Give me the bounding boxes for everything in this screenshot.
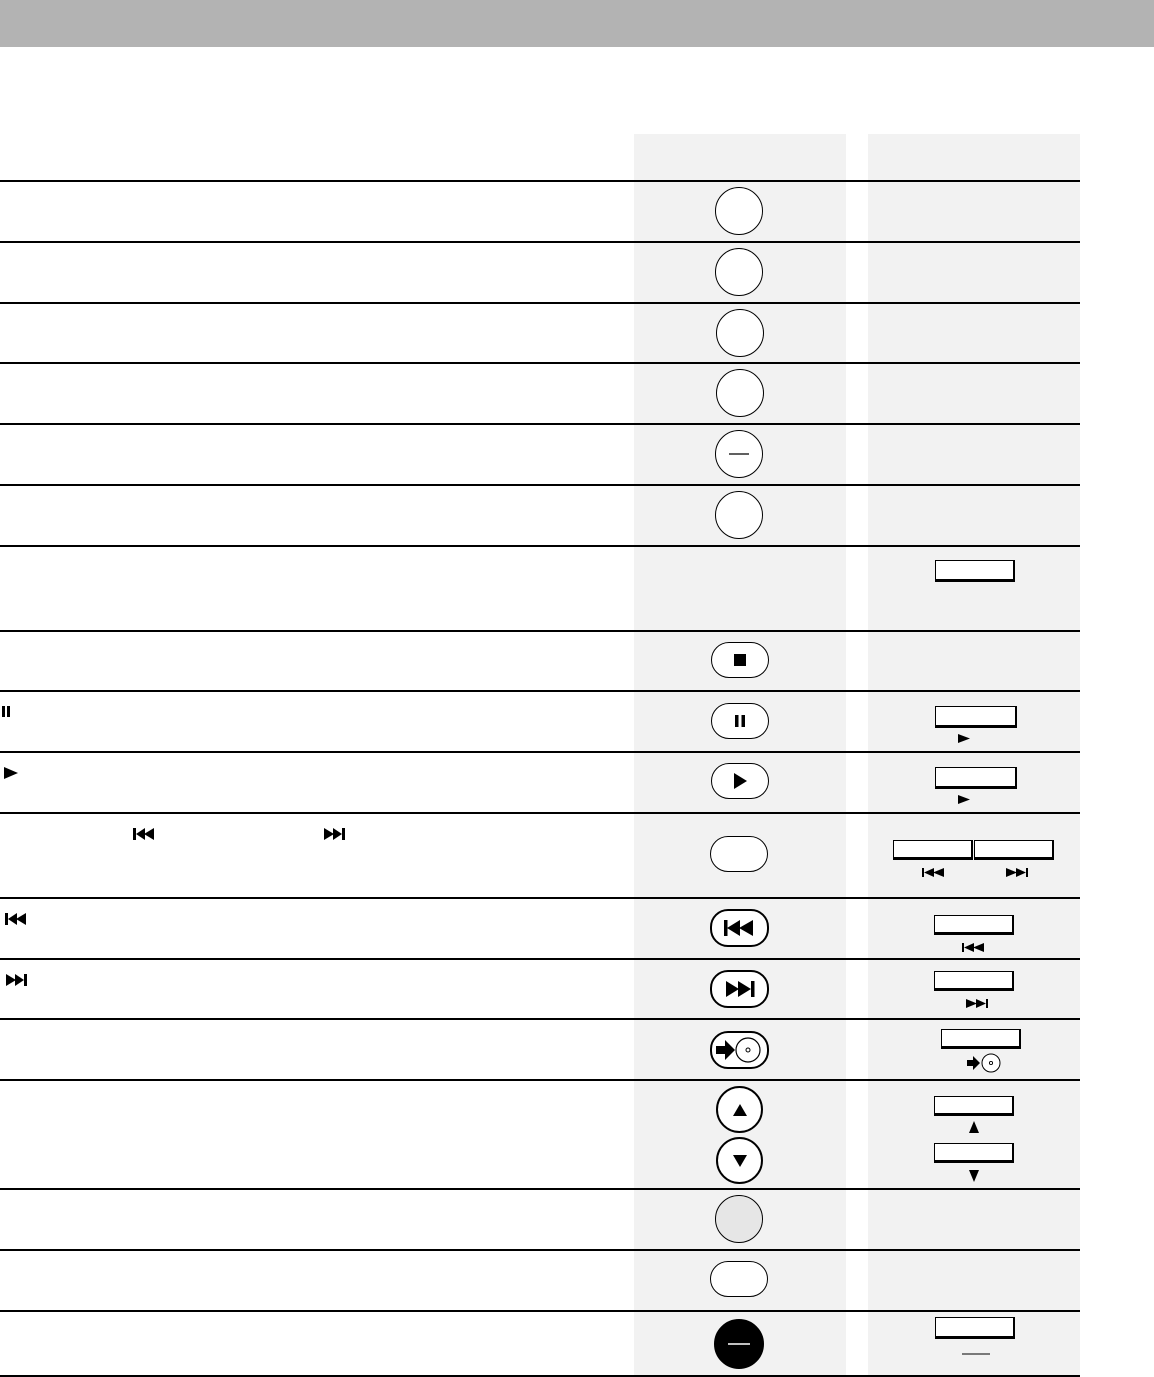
disc-skip-icon [715,1035,765,1065]
grey-round-button[interactable] [715,1195,763,1243]
header-bar [0,0,1154,47]
row-divider [0,812,1080,814]
console-previous-button[interactable] [893,840,973,860]
previous-track-icon [4,912,28,926]
row-divider [0,1079,1080,1081]
previous-track-icon [723,918,757,938]
console-next-button[interactable] [974,840,1054,860]
row-divider [0,1018,1080,1020]
row-divider [0,362,1080,364]
disc-skip-icon [966,1052,1002,1074]
previous-track-icon [921,867,947,878]
next-track-icon [723,979,757,999]
row-divider [0,1249,1080,1251]
black-minus-button[interactable] [714,1319,764,1369]
play-icon [957,794,971,805]
minus-icon [728,1342,750,1346]
minus-round-button[interactable] [715,430,763,478]
disc-skip-button[interactable] [710,1031,769,1069]
row-divider [0,690,1080,692]
row-divider [0,630,1080,632]
row-divider [0,302,1080,304]
row-divider [0,1188,1080,1190]
down-arrow-icon [968,1169,980,1183]
console-next-button[interactable] [934,971,1014,991]
next-track-icon [4,973,28,987]
blank-round-button[interactable] [715,187,763,235]
pause-button[interactable] [711,703,769,739]
console-down-button[interactable] [934,1143,1014,1163]
blank-round-button[interactable] [716,369,764,417]
play-button[interactable] [711,763,769,799]
down-button[interactable] [716,1137,763,1184]
next-track-icon [1004,867,1030,878]
stop-button[interactable] [711,642,769,678]
blank-round-button[interactable] [715,248,763,296]
row-divider [0,423,1080,425]
blank-round-button[interactable] [715,491,763,539]
previous-track-button[interactable] [710,909,769,947]
row-divider [0,545,1080,547]
console-previous-button[interactable] [934,915,1014,935]
row-divider [0,897,1080,899]
minus-icon [729,452,749,456]
up-arrow-icon [732,1103,748,1117]
row-divider [0,241,1080,243]
next-track-icon [964,998,990,1009]
pause-icon [734,714,746,728]
row-divider [0,180,1080,182]
down-arrow-icon [732,1154,748,1168]
console-column [868,134,1080,1377]
row-divider [0,958,1080,960]
play-icon [957,733,971,744]
up-arrow-icon [968,1120,980,1134]
console-play-pause-button[interactable] [935,706,1017,728]
previous-track-icon [132,827,156,841]
blank-round-button[interactable] [716,309,764,357]
row-divider [0,1310,1080,1312]
minus-icon [962,1352,990,1356]
console-play-pause-button[interactable] [935,767,1017,789]
row-divider [0,484,1080,486]
play-icon [3,766,19,780]
console-disc-skip-button[interactable] [941,1029,1021,1049]
play-icon [732,772,748,790]
next-track-icon [322,827,346,841]
up-button[interactable] [716,1086,763,1133]
row-divider [0,751,1080,753]
blank-pill-button[interactable] [710,836,768,872]
stop-icon [733,653,747,667]
pause-icon [1,705,11,718]
previous-track-icon [961,942,987,953]
console-up-button[interactable] [934,1096,1014,1116]
blank-pill-button[interactable] [710,1261,768,1297]
console-button[interactable] [935,560,1015,582]
console-minus-button[interactable] [935,1317,1015,1339]
next-track-button[interactable] [710,970,769,1008]
